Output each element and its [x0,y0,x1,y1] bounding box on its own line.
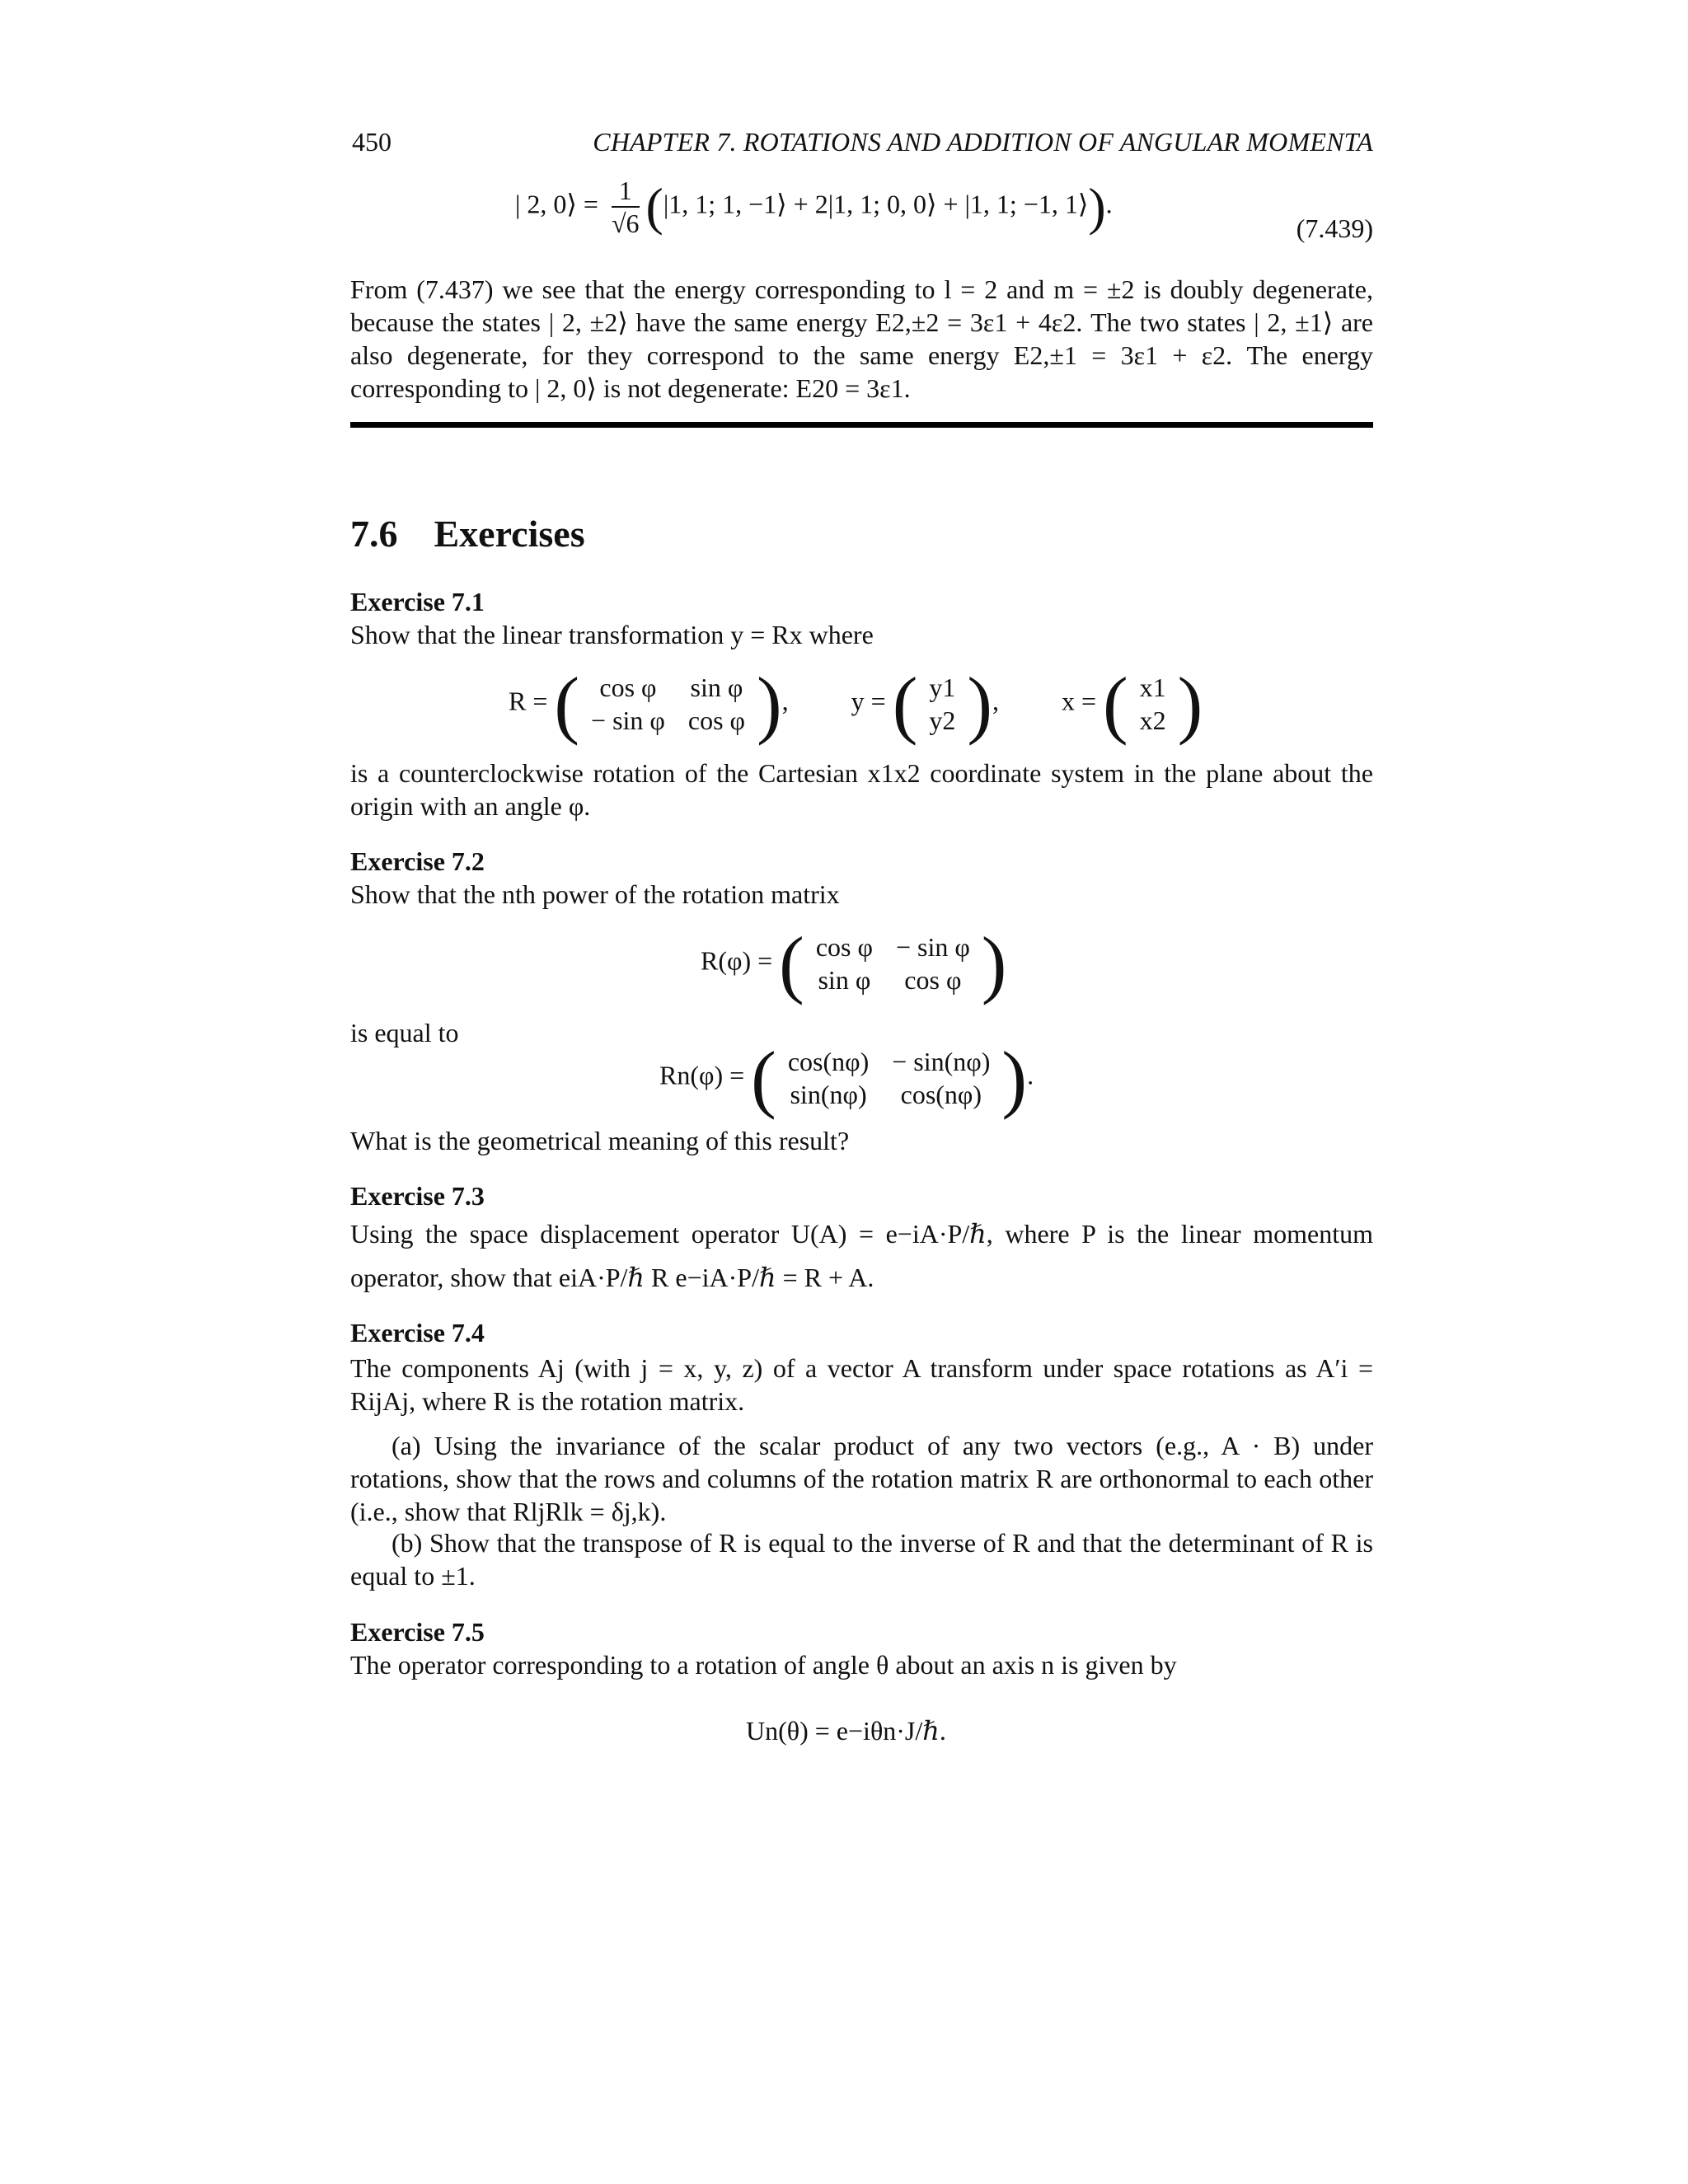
exercise-7-3-heading: Exercise 7.3 [350,1181,485,1211]
matrix-cell: cos(nφ) [900,1080,982,1109]
matrix-cell: sin φ [818,965,871,995]
vector-cell: y2 [929,705,956,735]
matrix-cell: cos φ [599,673,657,702]
exercise-7-3-line-1: Using the space displacement operator U(A) = e−iA·P/ℏ, where P is the linear momentum [350,1219,1373,1249]
vector-cell: x1 [1139,673,1166,702]
exercise-7-1-matrices: R = ( cos φ sin φ − sin φ cos φ ), y = ( y1 y2 ), x = ( x1 x2 ) [509,662,1203,746]
equation-tail: . [1105,189,1113,219]
equation-lhs: | 2, 0⟩ = [515,189,598,219]
vector-cell: y1 [929,673,956,702]
matrix-cell: cos φ [904,965,962,995]
R-phi-matrix [804,930,982,996]
y-label: y = [851,686,886,716]
running-head: CHAPTER 7. ROTATIONS AND ADDITION OF ANGULAR MOMENTA [593,127,1373,157]
R-label: R = [509,686,548,716]
fraction-denominator: √6 [611,209,640,238]
equation-7-439 [515,175,1113,239]
R-n-label: Rn(φ) = [659,1060,745,1090]
section-divider [350,422,1373,428]
exercise-7-5-heading: Exercise 7.5 [350,1617,485,1647]
exercise-7-2-heading: Exercise 7.2 [350,846,485,876]
matrix-cell: sin(nφ) [790,1080,867,1109]
page-number: 450 [352,127,392,157]
equation-number: (7.439) [1296,213,1373,243]
vector-cell: x2 [1139,705,1166,735]
equation-body: |1, 1; 1, −1⟩ + 2|1, 1; 0, 0⟩ + |1, 1; −1, 1⟩ [663,189,1089,219]
exercise-7-5-equation: Un(θ) = e−iθn·J/ℏ. [746,1716,946,1746]
exercise-7-2-mid: is equal to [350,1018,459,1047]
exercise-7-1-outro: is a counterclockwise rotation of the Cartesian x1x2 coordinate system in the plane about the origin with an angle φ. [350,758,1373,821]
x-vector [1128,671,1178,737]
section-title [350,511,585,557]
x-label: x = [1061,686,1097,716]
fraction [612,175,640,239]
matrix-cell: − sin φ [591,705,665,735]
paragraph-degeneracy: From (7.437) we see that the energy corresponding to l = 2 and m = ±2 is doubly degenerate, because the states | 2, ±2⟩ have the same energy E2,±2 = 3ε1 + 4ε2. The two states | 2, ±1⟩ are also degenerate, for they correspond to the same energy E2,±1 = 3ε1 + ε2. The energy corresponding to | 2, 0⟩ is not degenerate: E20 = 3ε1. [350,274,1373,403]
exercise-7-4-heading: Exercise 7.4 [350,1318,485,1347]
exercise-7-5-intro: The operator corresponding to a rotation of angle θ about an axis n is given by [350,1650,1177,1680]
exercise-7-2-intro: Show that the nth power of the rotation matrix [350,879,840,909]
R-n-matrix [776,1045,1002,1111]
y-vector [917,671,967,737]
left-paren: ( [645,177,663,236]
exercise-7-4-part-b: (b) Show that the transpose of R is equal to the inverse of R and that the determinant of R is equal to ±1. [350,1528,1373,1591]
section-number: 7.6 [350,513,398,555]
exercise-7-1-intro: Show that the linear transformation y = Rx where [350,620,874,649]
matrix-cell: − sin φ [895,932,970,962]
matrix-cell: cos(nφ) [787,1047,870,1076]
matrix-cell: cos φ [815,932,873,962]
exercise-7-3-line-2: operator, show that eiA·P/ℏ R e−iA·P/ℏ = R + A. [350,1263,874,1292]
exercise-7-1-heading: Exercise 7.1 [350,587,485,616]
fraction-numerator: 1 [612,175,640,208]
R-phi-label: R(φ) = [701,945,773,976]
exercise-7-4-part-a: (a) Using the invariance of the scalar product of any two vectors (e.g., A · B) under rotations, show that the rows and columns of the rotation matrix R are orthonormal to each other (i.e., show that RljRlk = δj,k). [350,1431,1373,1526]
R-matrix [579,671,757,737]
R-n-equation: Rn(φ) = ( cos(nφ) − sin(nφ) sin(nφ) cos(nφ) ). [659,1036,1034,1120]
matrix-cell: cos φ [687,705,746,735]
R-phi-equation: R(φ) = ( cos φ − sin φ sin φ cos φ ) [701,921,1007,1005]
exercise-7-4-intro: The components Aj (with j = x, y, z) of a vector A transform under space rotations as A′i = RijAj, where R is the rotation matrix. [350,1353,1373,1416]
matrix-cell: − sin(nφ) [892,1047,991,1076]
right-paren: ) [1088,177,1106,236]
section-name: Exercises [434,513,585,555]
matrix-cell: sin φ [690,673,743,702]
exercise-7-2-question: What is the geometrical meaning of this result? [350,1126,850,1155]
